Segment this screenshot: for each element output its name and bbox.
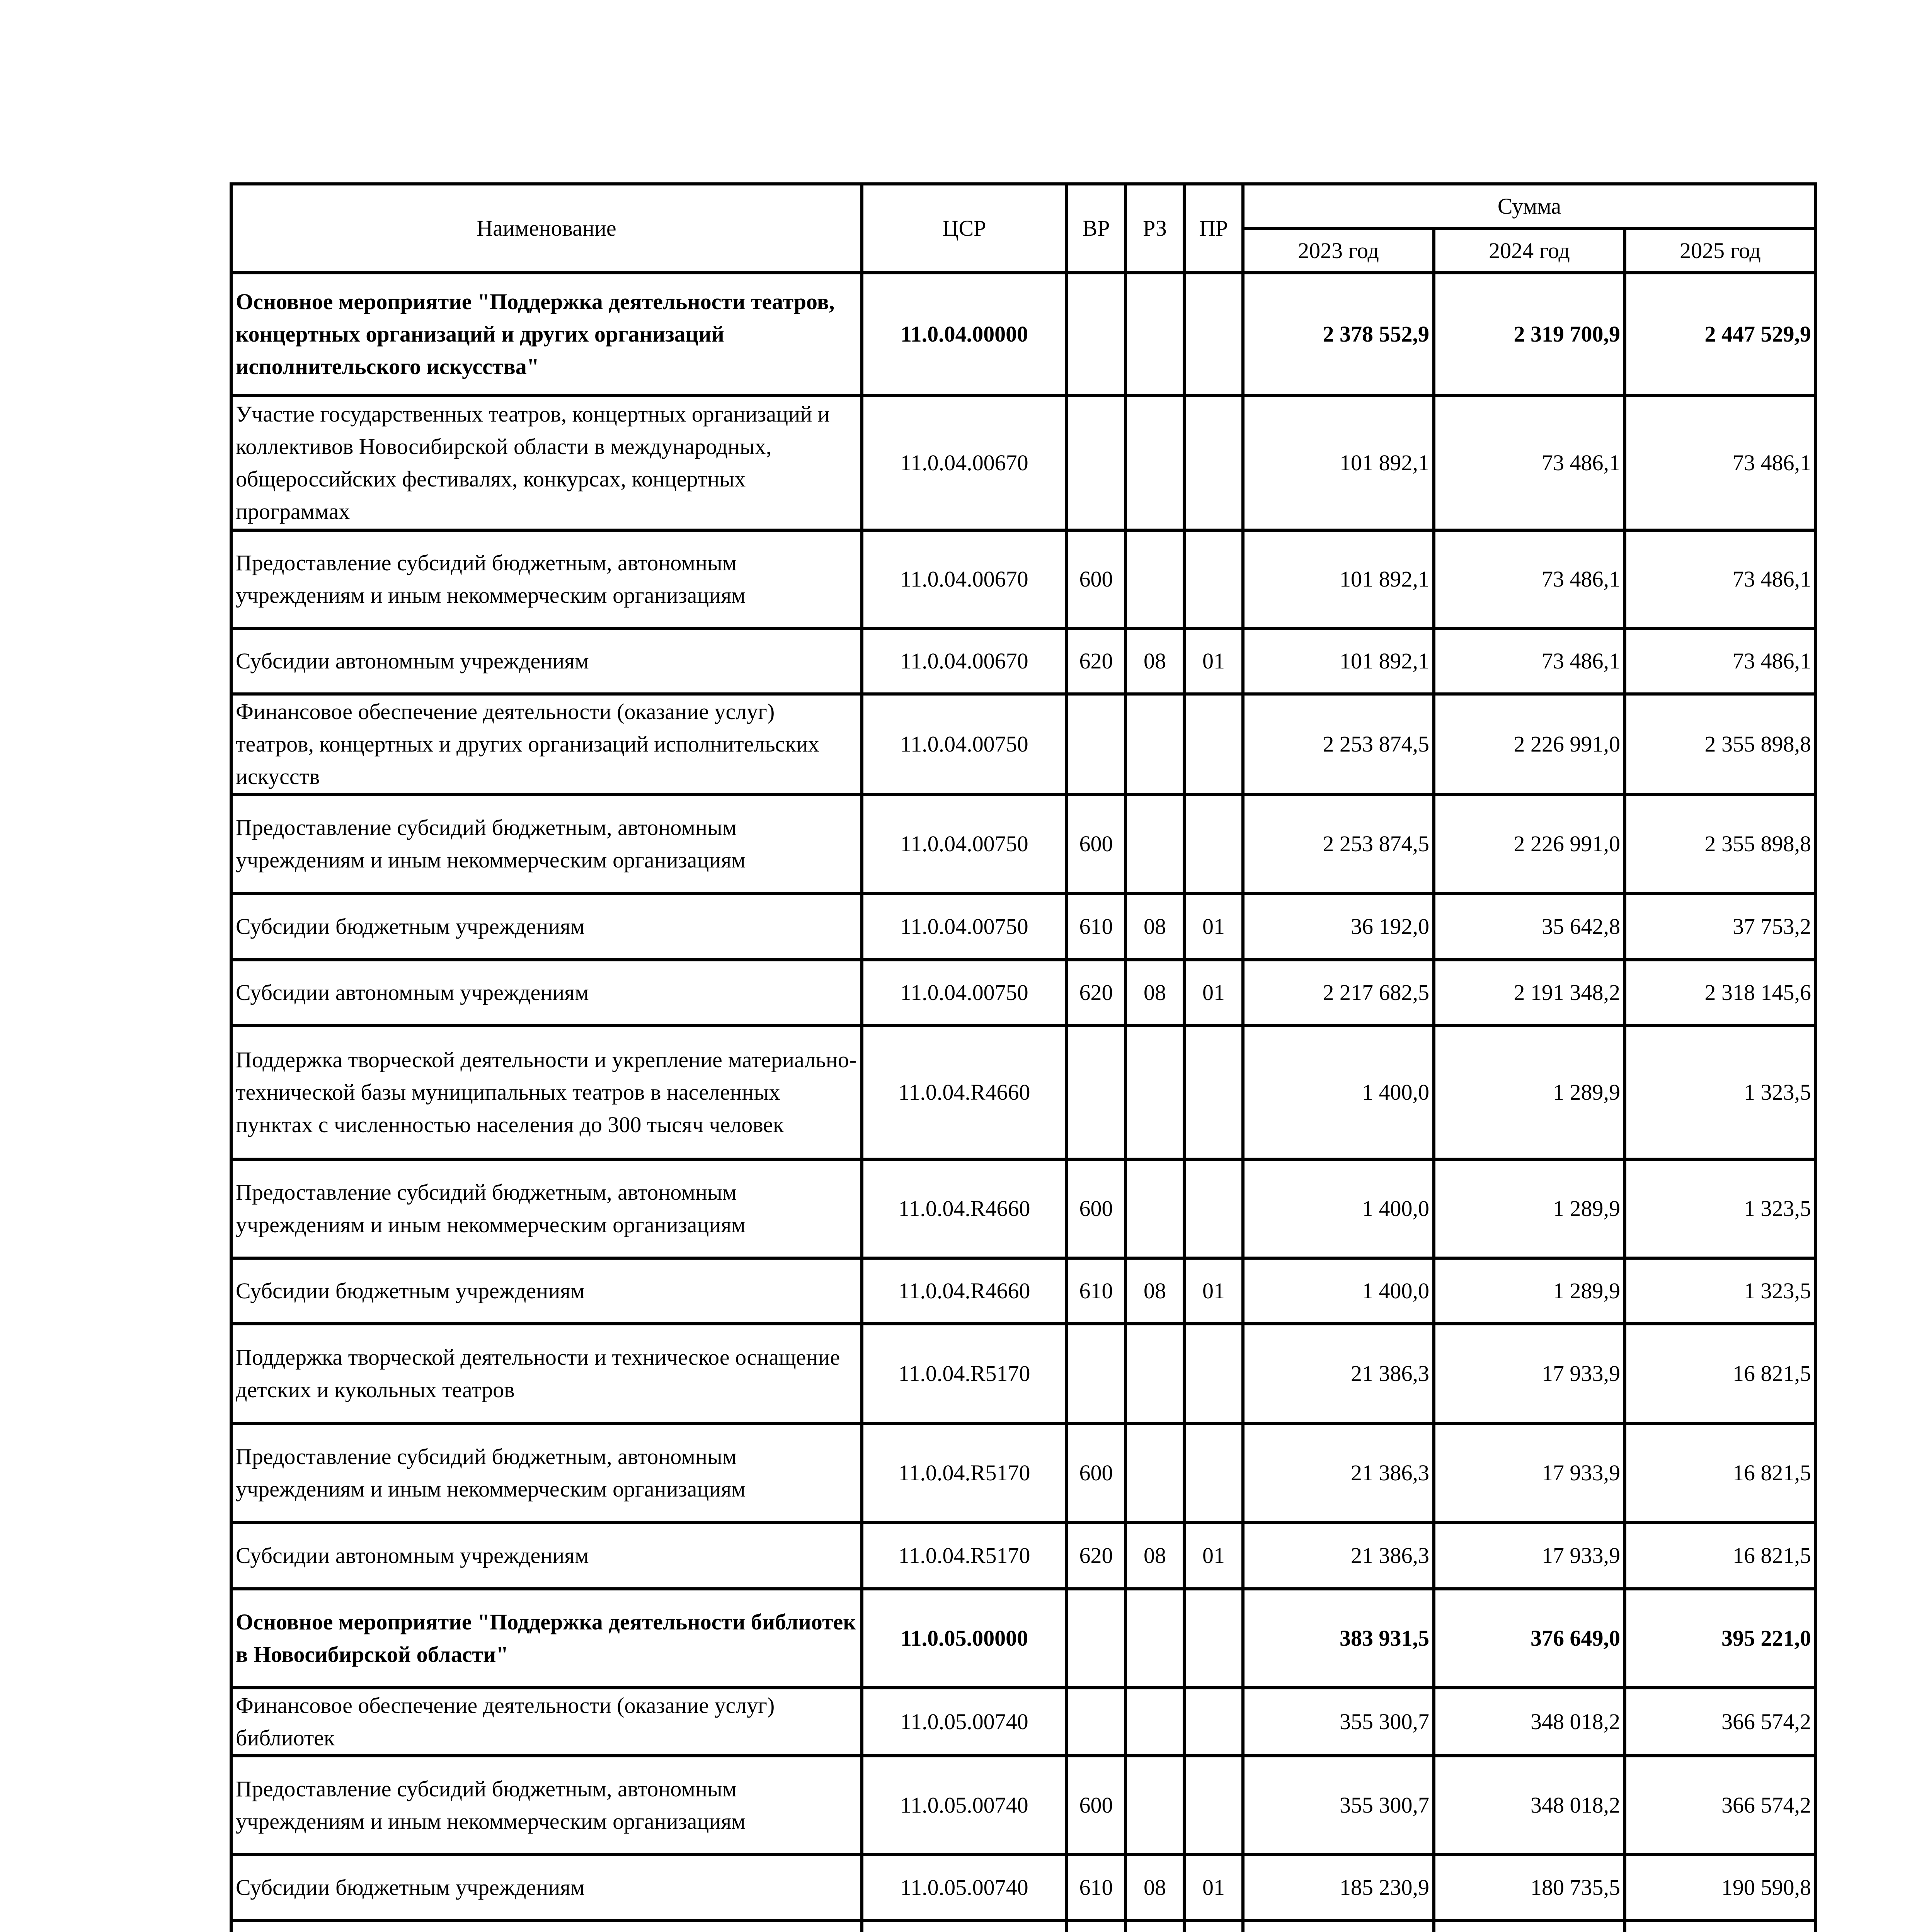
cell-sum-2023 — [1243, 1920, 1434, 1932]
cell-sum-2024: 2 226 991,0 — [1434, 694, 1625, 794]
cell-sum-2024: 348 018,2 — [1434, 1688, 1625, 1756]
cell-csr: 11.0.04.00670 — [862, 396, 1067, 530]
cell-pr — [1184, 530, 1243, 628]
cell-pr — [1184, 396, 1243, 530]
cell-name — [231, 1920, 862, 1932]
cell-pr — [1184, 1756, 1243, 1855]
cell-rz: 08 — [1125, 1855, 1184, 1920]
cell-vr: 620 — [1067, 628, 1125, 694]
cell-pr — [1184, 794, 1243, 893]
cell-csr: 11.0.04.R4660 — [862, 1026, 1067, 1159]
cell-sum-2025: 73 486,1 — [1625, 530, 1816, 628]
cell-rz — [1125, 794, 1184, 893]
cell-csr: 11.0.04.00670 — [862, 628, 1067, 694]
cell-csr: 11.0.04.R5170 — [862, 1324, 1067, 1423]
cell-rz — [1125, 1756, 1184, 1855]
cell-sum-2024: 17 933,9 — [1434, 1324, 1625, 1423]
cell-sum-2023: 21 386,3 — [1243, 1522, 1434, 1589]
cell-csr: 11.0.04.R5170 — [862, 1423, 1067, 1522]
cell-sum-2024: 2 319 700,9 — [1434, 273, 1625, 396]
cell-sum-2025: 2 318 145,6 — [1625, 960, 1816, 1026]
cell-name: Поддержка творческой деятельности и техническое оснащение детских и кукольных театров — [231, 1324, 862, 1423]
cell-vr — [1067, 694, 1125, 794]
cell-vr — [1067, 1688, 1125, 1756]
cell-sum-2025: 395 221,0 — [1625, 1589, 1816, 1688]
table-row — [231, 960, 1816, 1026]
table-row — [231, 1159, 1816, 1258]
cell-rz — [1125, 1026, 1184, 1159]
cell-sum-2024: 1 289,9 — [1434, 1026, 1625, 1159]
cell-pr: 01 — [1184, 893, 1243, 960]
cell-sum-2024: 376 649,0 — [1434, 1589, 1625, 1688]
header-year-2023: 2023 год — [1243, 229, 1434, 273]
table-row — [231, 1756, 1816, 1855]
table-row — [231, 1688, 1816, 1756]
cell-name: Финансовое обеспечение деятельности (оказание услуг) театров, концертных и других организаций исполнительских искусств — [231, 694, 862, 794]
header-pr: ПР — [1184, 184, 1243, 273]
cell-vr — [1067, 1324, 1125, 1423]
cell-csr: 11.0.04.R5170 — [862, 1522, 1067, 1589]
cell-csr: 11.0.05.00000 — [862, 1589, 1067, 1688]
table-row — [231, 273, 1816, 396]
cell-name: Основное мероприятие "Поддержка деятельности библиотек в Новосибирской области" — [231, 1589, 862, 1688]
cell-sum-2023: 36 192,0 — [1243, 893, 1434, 960]
header-vr: ВР — [1067, 184, 1125, 273]
cell-name: Субсидии автономным учреждениям — [231, 628, 862, 694]
cell-rz — [1125, 694, 1184, 794]
table-row — [231, 1324, 1816, 1423]
cell-sum-2023: 21 386,3 — [1243, 1324, 1434, 1423]
cell-vr: 600 — [1067, 530, 1125, 628]
cell-rz — [1125, 1423, 1184, 1522]
cell-name: Основное мероприятие "Поддержка деятельности театров, концертных организаций и других организаций исполнительского искусства" — [231, 273, 862, 396]
cell-vr — [1067, 273, 1125, 396]
cell-sum-2025: 37 753,2 — [1625, 893, 1816, 960]
cell-vr: 600 — [1067, 1159, 1125, 1258]
cell-rz — [1125, 1688, 1184, 1756]
table-row — [231, 1522, 1816, 1589]
cell-pr — [1184, 1324, 1243, 1423]
header-year-2024: 2024 год — [1434, 229, 1625, 273]
cell-vr — [1067, 1026, 1125, 1159]
cell-vr — [1067, 1589, 1125, 1688]
cell-sum-2024: 35 642,8 — [1434, 893, 1625, 960]
cell-sum-2025: 366 574,2 — [1625, 1756, 1816, 1855]
cell-sum-2023: 101 892,1 — [1243, 628, 1434, 694]
cell-sum-2023: 21 386,3 — [1243, 1423, 1434, 1522]
table-row — [231, 1258, 1816, 1324]
cell-sum-2023: 1 400,0 — [1243, 1026, 1434, 1159]
cell-rz — [1125, 1159, 1184, 1258]
cell-csr: 11.0.04.R4660 — [862, 1258, 1067, 1324]
cell-name: Субсидии бюджетным учреждениям — [231, 893, 862, 960]
cell-sum-2024: 73 486,1 — [1434, 530, 1625, 628]
cell-sum-2023: 355 300,7 — [1243, 1688, 1434, 1756]
cell-sum-2023: 185 230,9 — [1243, 1855, 1434, 1920]
cell-pr: 01 — [1184, 960, 1243, 1026]
table-row — [231, 396, 1816, 530]
cell-sum-2024: 73 486,1 — [1434, 396, 1625, 530]
cell-csr: 11.0.05.00740 — [862, 1855, 1067, 1920]
cell-sum-2025: 2 355 898,8 — [1625, 794, 1816, 893]
cell-sum-2023: 2 378 552,9 — [1243, 273, 1434, 396]
cell-rz: 08 — [1125, 1522, 1184, 1589]
cell-csr: 11.0.04.00750 — [862, 893, 1067, 960]
cell-sum-2023: 2 253 874,5 — [1243, 694, 1434, 794]
cell-name: Субсидии бюджетным учреждениям — [231, 1258, 862, 1324]
header-sum: Сумма — [1243, 184, 1816, 229]
cell-sum-2025: 73 486,1 — [1625, 628, 1816, 694]
cell-sum-2025: 16 821,5 — [1625, 1423, 1816, 1522]
header-rz: РЗ — [1125, 184, 1184, 273]
cell-sum-2024 — [1434, 1920, 1625, 1932]
cell-name: Субсидии бюджетным учреждениям — [231, 1855, 862, 1920]
cell-rz — [1125, 1589, 1184, 1688]
cell-vr: 610 — [1067, 1258, 1125, 1324]
cell-sum-2024: 1 289,9 — [1434, 1159, 1625, 1258]
cell-name: Предоставление субсидий бюджетным, автономным учреждениям и иным некоммерческим организациям — [231, 1756, 862, 1855]
cell-vr: 600 — [1067, 1756, 1125, 1855]
table-row — [231, 694, 1816, 794]
cell-pr: 01 — [1184, 628, 1243, 694]
cell-csr: 11.0.04.R4660 — [862, 1159, 1067, 1258]
cell-csr: 11.0.04.00000 — [862, 273, 1067, 396]
cell-rz: 08 — [1125, 893, 1184, 960]
cell-pr — [1184, 1920, 1243, 1932]
cell-sum-2025: 1 323,5 — [1625, 1159, 1816, 1258]
cell-name: Предоставление субсидий бюджетным, автономным учреждениям и иным некоммерческим организациям — [231, 1159, 862, 1258]
cell-sum-2024: 1 289,9 — [1434, 1258, 1625, 1324]
cell-pr — [1184, 1423, 1243, 1522]
table-body — [231, 273, 1816, 1932]
budget-table — [230, 182, 1817, 1932]
cell-vr — [1067, 396, 1125, 530]
cell-vr: 620 — [1067, 1522, 1125, 1589]
table-row — [231, 893, 1816, 960]
cell-sum-2025: 1 323,5 — [1625, 1026, 1816, 1159]
cell-sum-2024: 2 226 991,0 — [1434, 794, 1625, 893]
cell-sum-2024: 180 735,5 — [1434, 1855, 1625, 1920]
cell-pr: 01 — [1184, 1855, 1243, 1920]
cell-rz: 08 — [1125, 960, 1184, 1026]
cell-rz — [1125, 273, 1184, 396]
table-row — [231, 1423, 1816, 1522]
table-row — [231, 628, 1816, 694]
header-year-2025: 2025 год — [1625, 229, 1816, 273]
header-csr: ЦСР — [862, 184, 1067, 273]
cell-csr — [862, 1920, 1067, 1932]
cell-sum-2024: 348 018,2 — [1434, 1756, 1625, 1855]
cell-vr: 600 — [1067, 794, 1125, 893]
cell-sum-2023: 1 400,0 — [1243, 1159, 1434, 1258]
cell-sum-2024: 73 486,1 — [1434, 628, 1625, 694]
cell-sum-2023: 2 253 874,5 — [1243, 794, 1434, 893]
cell-sum-2025: 73 486,1 — [1625, 396, 1816, 530]
cell-rz: 08 — [1125, 1258, 1184, 1324]
cell-sum-2025: 2 447 529,9 — [1625, 273, 1816, 396]
cell-csr: 11.0.04.00750 — [862, 960, 1067, 1026]
cell-sum-2025: 16 821,5 — [1625, 1324, 1816, 1423]
cell-vr: 600 — [1067, 1423, 1125, 1522]
cell-pr — [1184, 1026, 1243, 1159]
cell-pr — [1184, 1688, 1243, 1756]
cell-sum-2023: 101 892,1 — [1243, 530, 1434, 628]
cell-name: Предоставление субсидий бюджетным, автономным учреждениям и иным некоммерческим организациям — [231, 794, 862, 893]
cell-rz — [1125, 396, 1184, 530]
table-row — [231, 530, 1816, 628]
cell-vr: 620 — [1067, 960, 1125, 1026]
cell-name: Предоставление субсидий бюджетным, автономным учреждениям и иным некоммерческим организациям — [231, 530, 862, 628]
table-row — [231, 1589, 1816, 1688]
cell-vr — [1067, 1920, 1125, 1932]
cell-name: Финансовое обеспечение деятельности (оказание услуг) библиотек — [231, 1688, 862, 1756]
cell-sum-2025: 2 355 898,8 — [1625, 694, 1816, 794]
cell-rz — [1125, 1920, 1184, 1932]
cell-sum-2025: 190 590,8 — [1625, 1855, 1816, 1920]
cell-vr: 610 — [1067, 893, 1125, 960]
cell-rz: 08 — [1125, 628, 1184, 694]
cell-rz — [1125, 530, 1184, 628]
cell-sum-2023: 355 300,7 — [1243, 1756, 1434, 1855]
header-name: Наименование — [231, 184, 862, 273]
cell-csr: 11.0.04.00750 — [862, 794, 1067, 893]
cell-pr — [1184, 1589, 1243, 1688]
cell-csr: 11.0.05.00740 — [862, 1756, 1067, 1855]
cell-rz — [1125, 1324, 1184, 1423]
cell-sum-2024: 2 191 348,2 — [1434, 960, 1625, 1026]
cell-csr: 11.0.04.00670 — [862, 530, 1067, 628]
cell-sum-2024: 17 933,9 — [1434, 1522, 1625, 1589]
cell-pr: 01 — [1184, 1258, 1243, 1324]
cell-sum-2025: 1 323,5 — [1625, 1258, 1816, 1324]
table-header — [231, 184, 1816, 273]
cell-pr: 01 — [1184, 1522, 1243, 1589]
cell-name: Участие государственных театров, концертных организаций и коллективов Новосибирской области в международных, общероссийских фестивалях, конкурсах, концертных программах — [231, 396, 862, 530]
table-row — [231, 1920, 1816, 1932]
cell-sum-2023: 101 892,1 — [1243, 396, 1434, 530]
cell-name: Поддержка творческой деятельности и укрепление материально-технической базы муниципальных театров в населенных пунктах с численностью населения до 300 тысяч человек — [231, 1026, 862, 1159]
cell-sum-2025: 366 574,2 — [1625, 1688, 1816, 1756]
table-row — [231, 1855, 1816, 1920]
cell-sum-2025 — [1625, 1920, 1816, 1932]
cell-vr: 610 — [1067, 1855, 1125, 1920]
cell-sum-2025: 16 821,5 — [1625, 1522, 1816, 1589]
cell-csr: 11.0.05.00740 — [862, 1688, 1067, 1756]
cell-pr — [1184, 694, 1243, 794]
cell-name: Субсидии автономным учреждениям — [231, 960, 862, 1026]
cell-sum-2023: 383 931,5 — [1243, 1589, 1434, 1688]
table-row — [231, 794, 1816, 893]
cell-pr — [1184, 273, 1243, 396]
cell-csr: 11.0.04.00750 — [862, 694, 1067, 794]
cell-sum-2023: 2 217 682,5 — [1243, 960, 1434, 1026]
table-row — [231, 1026, 1816, 1159]
cell-name: Субсидии автономным учреждениям — [231, 1522, 862, 1589]
cell-sum-2024: 17 933,9 — [1434, 1423, 1625, 1522]
cell-pr — [1184, 1159, 1243, 1258]
cell-name: Предоставление субсидий бюджетным, автономным учреждениям и иным некоммерческим организациям — [231, 1423, 862, 1522]
cell-sum-2023: 1 400,0 — [1243, 1258, 1434, 1324]
